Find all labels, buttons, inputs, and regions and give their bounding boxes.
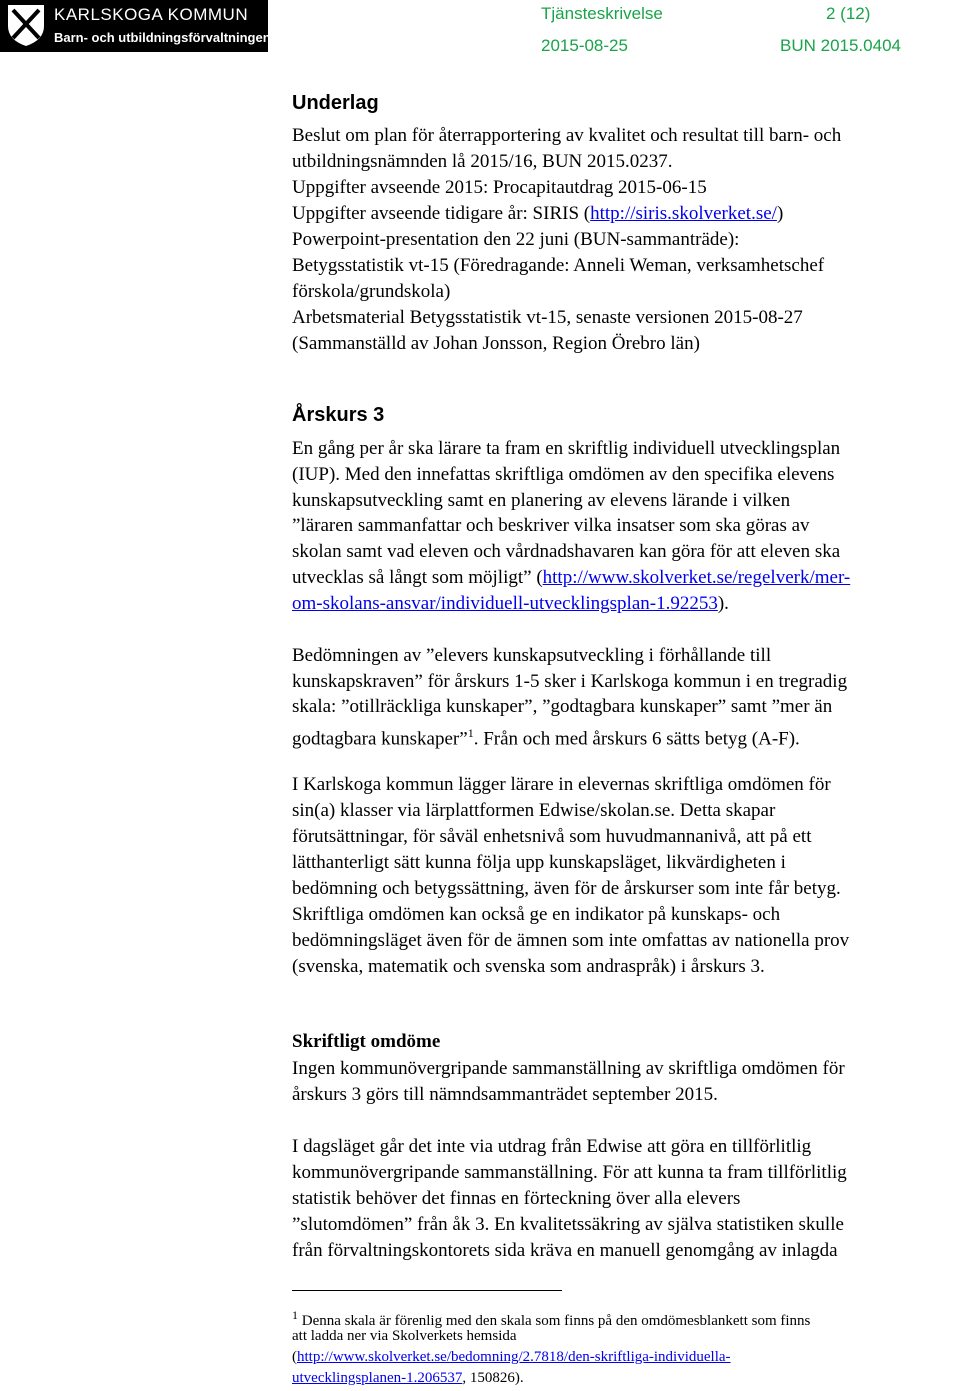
text-line: Skriftliga omdömen kan också ge en indikator på kunskaps- och [292,904,781,925]
text-line: förutsättningar, för såväl enhetsnivå som huvudmannanivå, att på ett [292,826,812,847]
text-line: ”läraren sammanfattar och beskriver vilka insatser som ska göras av [292,515,810,536]
text-line: Uppgifter avseende tidigare år: SIRIS (http://siris.skolverket.se/) [292,203,784,224]
text-line: Uppgifter avseende 2015: Procapitautdrag 2015-06-15 [292,177,707,198]
text-line: Powerpoint-presentation den 22 juni (BUN-sammanträde): [292,229,740,250]
text-line: skala: ”otillräckliga kunskaper”, ”godtagbara kunskaper” samt ”mer än [292,696,833,717]
bedomning-link[interactable]: http://www.skolverket.se/bedomning/2.7818/den-skriftliga-individuella- [297,1349,731,1365]
dept-name: Barn- och utbildningsförvaltningen [54,30,271,45]
text-line: (IUP). Med den innefattas skriftliga omdömen av den specifika elevens [292,464,835,485]
text-line: kommunövergripande sammanställning. För att kunna ta fram tillförlitlig [292,1162,847,1183]
footnote-line: utvecklingsplanen-1.206537, 150826). [292,1370,524,1386]
text-line: förskola/grundskola) [292,281,451,302]
footnote-number: 1 [292,1308,298,1322]
text-line: En gång per år ska lärare ta fram en skriftlig individuell utvecklingsplan [292,438,841,459]
municipality-logo [0,0,271,52]
bedomning-link-cont[interactable]: utvecklingsplanen-1.206537 [292,1370,463,1386]
text-line: skolan samt vad eleven och vårdnadshavaren kan göra för att eleven ska [292,541,841,562]
text-line: utvecklas så långt som möjligt” (http://www.skolverket.se/regelverk/mer- [292,567,851,588]
text-line: (Sammanställd av Johan Jonsson, Region Örebro län) [292,333,700,354]
text-line: bedömning och betygssättning, även för de årskurser som inte får betyg. [292,878,841,899]
text-line: ”slutomdömen” från åk 3. En kvalitetssäkring av själva statistiken skulle [292,1214,844,1235]
text-line: Ingen kommunövergripande sammanställning av skriftliga omdömen för [292,1058,845,1079]
doc-type: Tjänsteskrivelse [541,4,663,23]
text-line: kunskapsutveckling samt en planering av elevens lärande i vilken [292,490,791,511]
text-line: om-skolans-ansvar/individuell-utvecklingsplan-1.92253). [292,593,729,614]
text-line: Bedömningen av ”elevers kunskapsutveckling i förhållande till [292,645,772,666]
iup-link[interactable]: http://www.skolverket.se/regelverk/mer- [542,567,851,588]
footnote-line: (http://www.skolverket.se/bedomning/2.7818/den-skriftliga-individuella- [292,1349,731,1365]
text-line: utbildningsnämnden lå 2015/16, BUN 2015.0237. [292,151,673,172]
footnote-line: $^1$ Denna skala är förenlig med den skala som finns på den omdömesblankett som finns [292,1308,811,1329]
text-line: I Karlskoga kommun lägger lärare in elevernas skriftliga omdömen för [292,774,831,795]
text-line: kunskapskraven” för årskurs 1-5 sker i Karlskoga kommun i en tregradig [292,671,848,692]
text-line: Arbetsmaterial Betygsstatistik vt-15, senaste versionen 2015-08-27 [292,307,803,328]
text-line: Beslut om plan för återrapportering av kvalitet och resultat till barn- och [292,125,842,146]
text-line: I dagsläget går det inte via utdrag från Edwise att göra en tillförlitlig [292,1136,812,1157]
text-line: Betygsstatistik vt-15 (Föredragande: Anneli Weman, verksamhetschef [292,255,825,276]
siris-link[interactable]: http://siris.skolverket.se/ [590,203,777,224]
text-line: godtagbara kunskaper”$^1$. Från och med årskurs 6 sätts betyg (A-F). [292,726,800,750]
text-line: sin(a) klasser via lärplattformen Edwise/skolan.se. Detta skapar [292,800,776,821]
section-heading-arskurs3: Årskurs 3 [292,404,385,426]
text-line: från förvaltningskontorets sida kräva en manuell genomgång av inlagda [292,1240,838,1261]
section-heading-skriftligt: Skriftligt omdöme [292,1031,441,1052]
text-line: statistik behöver det finnas en förteckning över alla elevers [292,1188,741,1209]
doc-reference: BUN 2015.0404 [780,36,901,55]
iup-link-cont[interactable]: om-skolans-ansvar/individuell-utvecklingsplan-1.92253 [292,593,718,614]
footnote-line: att ladda ner via Skolverkets hemsida [292,1328,517,1344]
text-line: årskurs 3 görs till nämndsammanträdet september 2015. [292,1084,718,1105]
footnote-ref: 1 [467,726,474,740]
doc-date: 2015-08-25 [541,36,628,55]
footnote-divider [292,1290,562,1291]
page-number: 2 (12) [826,4,871,23]
text-line: lätthanterligt sätt kunna följa upp kunskapsläget, likvärdigheten i [292,852,786,873]
section-heading-underlag: Underlag [292,92,379,114]
text-line: bedömningsläget även för de ämnen som inte omfattas av nationella prov [292,930,850,951]
org-name: KARLSKOGA KOMMUN [54,5,249,24]
text-line: (svenska, matematik och svenska som andraspråk) i årskurs 3. [292,956,765,977]
coat-of-arms-icon [4,2,48,48]
